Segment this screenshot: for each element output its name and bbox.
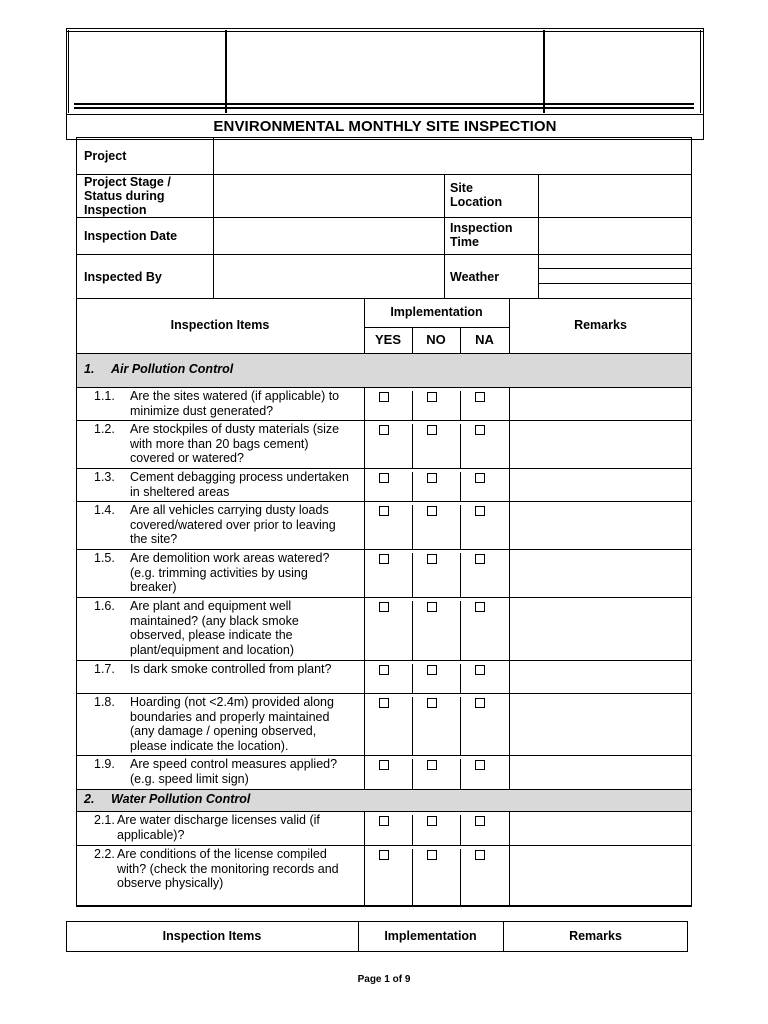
yes-checkbox[interactable] [379, 698, 389, 708]
row-col-yes [412, 505, 413, 549]
yes-checkbox[interactable] [379, 425, 389, 435]
row-col-no [460, 849, 461, 906]
remarks-cell[interactable] [510, 469, 691, 501]
item-number: 1.5. [94, 551, 115, 565]
item-text-line: applicable)? [117, 827, 185, 842]
row-col-items [364, 387, 365, 420]
info-grid [76, 137, 692, 299]
page-number: Page 1 of 9 [357, 974, 411, 985]
row-col-items [364, 845, 365, 906]
header-divider-1 [225, 30, 227, 113]
stage-label-1: Project Stage / [84, 175, 171, 189]
date-label: Inspection Date [84, 229, 178, 243]
item-text-line: Are plant and equipment well [130, 599, 292, 613]
row-col-yes [412, 472, 413, 501]
row-col-yes [412, 759, 413, 789]
row-col-no [460, 553, 461, 597]
remarks-header: Remarks [574, 318, 627, 332]
bottom-implementation-header: Implementation [384, 929, 477, 943]
na-checkbox[interactable] [475, 665, 485, 675]
item-text-line: minimize dust generated? [130, 403, 274, 418]
na-checkbox[interactable] [475, 760, 485, 770]
item-text-line: Cement debagging process undertaken [130, 470, 349, 484]
na-checkbox[interactable] [475, 392, 485, 402]
project-label: Project [84, 149, 127, 163]
yes-checkbox[interactable] [379, 665, 389, 675]
row-col-no [460, 664, 461, 693]
no-checkbox[interactable] [427, 602, 437, 612]
remarks-cell[interactable] [510, 694, 691, 755]
item-text-line: Are water discharge licenses valid (if [117, 813, 320, 827]
yes-checkbox[interactable] [379, 473, 389, 483]
item-text-line: Are the sites watered (if applicable) to [130, 389, 340, 403]
no-checkbox[interactable] [427, 506, 437, 516]
item-number: 1.4. [94, 503, 115, 517]
item-text-line: Are conditions of the license compiled [117, 847, 327, 861]
row-col-items [364, 468, 365, 501]
item-number: 1.3. [94, 470, 115, 484]
item-number: 2.1. [94, 813, 115, 827]
remarks-cell[interactable] [510, 550, 691, 597]
na-header: NA [475, 332, 494, 347]
item-text-line: Hoarding (not <2.4m) provided along [130, 695, 334, 709]
remarks-cell[interactable] [510, 388, 691, 420]
item-text-line: the site? [130, 532, 178, 546]
yes-checkbox[interactable] [379, 392, 389, 402]
remarks-cell[interactable] [510, 756, 691, 789]
remarks-cell[interactable] [510, 846, 691, 906]
item-number: 1.1. [94, 389, 115, 403]
row-col-items [364, 597, 365, 660]
stage-label-2: Status during [84, 189, 165, 203]
remarks-cell[interactable] [510, 661, 691, 693]
row-col-items [364, 693, 365, 755]
no-checkbox[interactable] [427, 760, 437, 770]
row-col-items [364, 501, 365, 549]
row-col-yes [412, 664, 413, 693]
row-col-yes [412, 391, 413, 420]
na-checkbox[interactable] [475, 850, 485, 860]
item-text-line: Are all vehicles carrying dusty loads [130, 503, 329, 517]
no-checkbox[interactable] [427, 554, 437, 564]
no-checkbox[interactable] [427, 425, 437, 435]
section-title: Air Pollution Control [111, 362, 234, 376]
row-col-items [364, 811, 365, 845]
stage-label-3: Inspection [84, 203, 147, 217]
info-col-line-3 [538, 174, 539, 299]
item-text-line: covered or watered? [130, 451, 244, 465]
row-rule [76, 906, 692, 907]
section-number: 1. [84, 362, 95, 376]
yes-checkbox[interactable] [379, 816, 389, 826]
site-label-1: Site [450, 181, 473, 195]
item-text-line: observe physically) [117, 876, 224, 890]
yes-header: YES [374, 332, 401, 347]
row-col-items [364, 755, 365, 789]
item-text-line: with more than 20 bags cement) [130, 436, 309, 451]
row-col-items [364, 549, 365, 597]
header-bottom-rule [66, 114, 704, 115]
section-title: Water Pollution Control [111, 792, 251, 806]
no-checkbox[interactable] [427, 392, 437, 402]
remarks-cell[interactable] [510, 421, 691, 468]
item-text-line: Is dark smoke controlled from plant? [130, 662, 332, 676]
item-text-line: in sheltered areas [130, 484, 230, 499]
no-checkbox[interactable] [427, 816, 437, 826]
remarks-cell[interactable] [510, 812, 691, 845]
remarks-cell[interactable] [510, 598, 691, 660]
row-col-yes [412, 815, 413, 845]
row-col-no [460, 697, 461, 755]
item-text-line: Are speed control measures applied? [130, 757, 338, 771]
row-col-no [460, 472, 461, 501]
na-checkbox[interactable] [475, 473, 485, 483]
row-col-no [460, 601, 461, 660]
site-label-2: Location [450, 195, 503, 209]
item-number: 1.2. [94, 422, 115, 436]
yes-checkbox[interactable] [379, 602, 389, 612]
remarks-cell[interactable] [510, 502, 691, 549]
head-impl-rule [364, 327, 509, 328]
item-text-line: covered/watered over prior to leaving [130, 517, 336, 532]
info-col-line-2 [444, 174, 445, 299]
item-text-line: observed, please indicate the [130, 628, 293, 642]
na-checkbox[interactable] [475, 506, 485, 516]
row-col-yes [412, 849, 413, 906]
yes-checkbox[interactable] [379, 506, 389, 516]
info-col-line-1 [213, 137, 214, 299]
item-number: 1.9. [94, 757, 115, 771]
row-col-no [460, 815, 461, 845]
header-rule-2 [74, 107, 694, 109]
item-text-line: plant/equipment and location) [130, 642, 295, 657]
row-col-yes [412, 601, 413, 660]
row-col-items [364, 660, 365, 693]
no-checkbox[interactable] [427, 698, 437, 708]
item-text-line: Are demolition work areas watered? [130, 551, 330, 565]
yes-checkbox[interactable] [379, 760, 389, 770]
na-checkbox[interactable] [475, 602, 485, 612]
info-row-line-3 [76, 254, 692, 255]
header-rule-1 [74, 103, 694, 105]
item-text-line: maintained? (any black smoke [130, 613, 299, 628]
inspected-by-label: Inspected By [84, 270, 162, 284]
item-text-line: breaker) [130, 580, 177, 594]
row-col-yes [412, 553, 413, 597]
row-col-no [460, 391, 461, 420]
item-text-line: (e.g. speed limit sign) [130, 771, 249, 786]
time-label-2: Time [450, 235, 479, 249]
row-col-yes [412, 697, 413, 755]
no-checkbox[interactable] [427, 850, 437, 860]
no-checkbox[interactable] [427, 665, 437, 675]
na-checkbox[interactable] [475, 698, 485, 708]
bottom-remarks-header: Remarks [569, 929, 622, 943]
header-inner-left [68, 30, 69, 113]
weather-line-2 [538, 283, 692, 284]
row-col-no [460, 759, 461, 789]
row-col-yes [412, 424, 413, 468]
item-text-line: with? (check the monitoring records and [117, 861, 339, 876]
section-number: 2. [84, 792, 95, 806]
yes-checkbox[interactable] [379, 850, 389, 860]
row-col-no [460, 505, 461, 549]
row-col-no [460, 424, 461, 468]
na-checkbox[interactable] [475, 425, 485, 435]
info-row-line-2 [76, 217, 692, 218]
item-number: 1.6. [94, 599, 115, 613]
implementation-header: Implementation [390, 305, 483, 319]
item-number: 2.2. [94, 847, 115, 861]
item-text-line: please indicate the location). [130, 738, 289, 753]
item-text-line: (e.g. trimming activities by using [130, 565, 308, 580]
na-checkbox[interactable] [475, 816, 485, 826]
page-title: ENVIRONMENTAL MONTHLY SITE INSPECTION [213, 118, 557, 135]
header-divider-2 [543, 30, 545, 113]
item-text-line: Are stockpiles of dusty materials (size [130, 422, 340, 436]
item-text-line: (any damage / opening observed, [130, 724, 317, 738]
no-header: NO [426, 332, 446, 347]
yes-checkbox[interactable] [379, 554, 389, 564]
items-header: Inspection Items [170, 318, 270, 332]
weather-line-1 [538, 268, 692, 269]
item-number: 1.7. [94, 662, 115, 676]
item-text-line: boundaries and properly maintained [130, 709, 330, 724]
row-col-items [364, 420, 365, 468]
weather-label: Weather [450, 270, 500, 284]
time-label-1: Inspection [450, 221, 513, 235]
bottom-items-header: Inspection Items [162, 929, 262, 943]
item-number: 1.8. [94, 695, 115, 709]
header-inner-right [700, 30, 701, 113]
na-checkbox[interactable] [475, 554, 485, 564]
header-top-rule [66, 31, 704, 32]
no-checkbox[interactable] [427, 473, 437, 483]
